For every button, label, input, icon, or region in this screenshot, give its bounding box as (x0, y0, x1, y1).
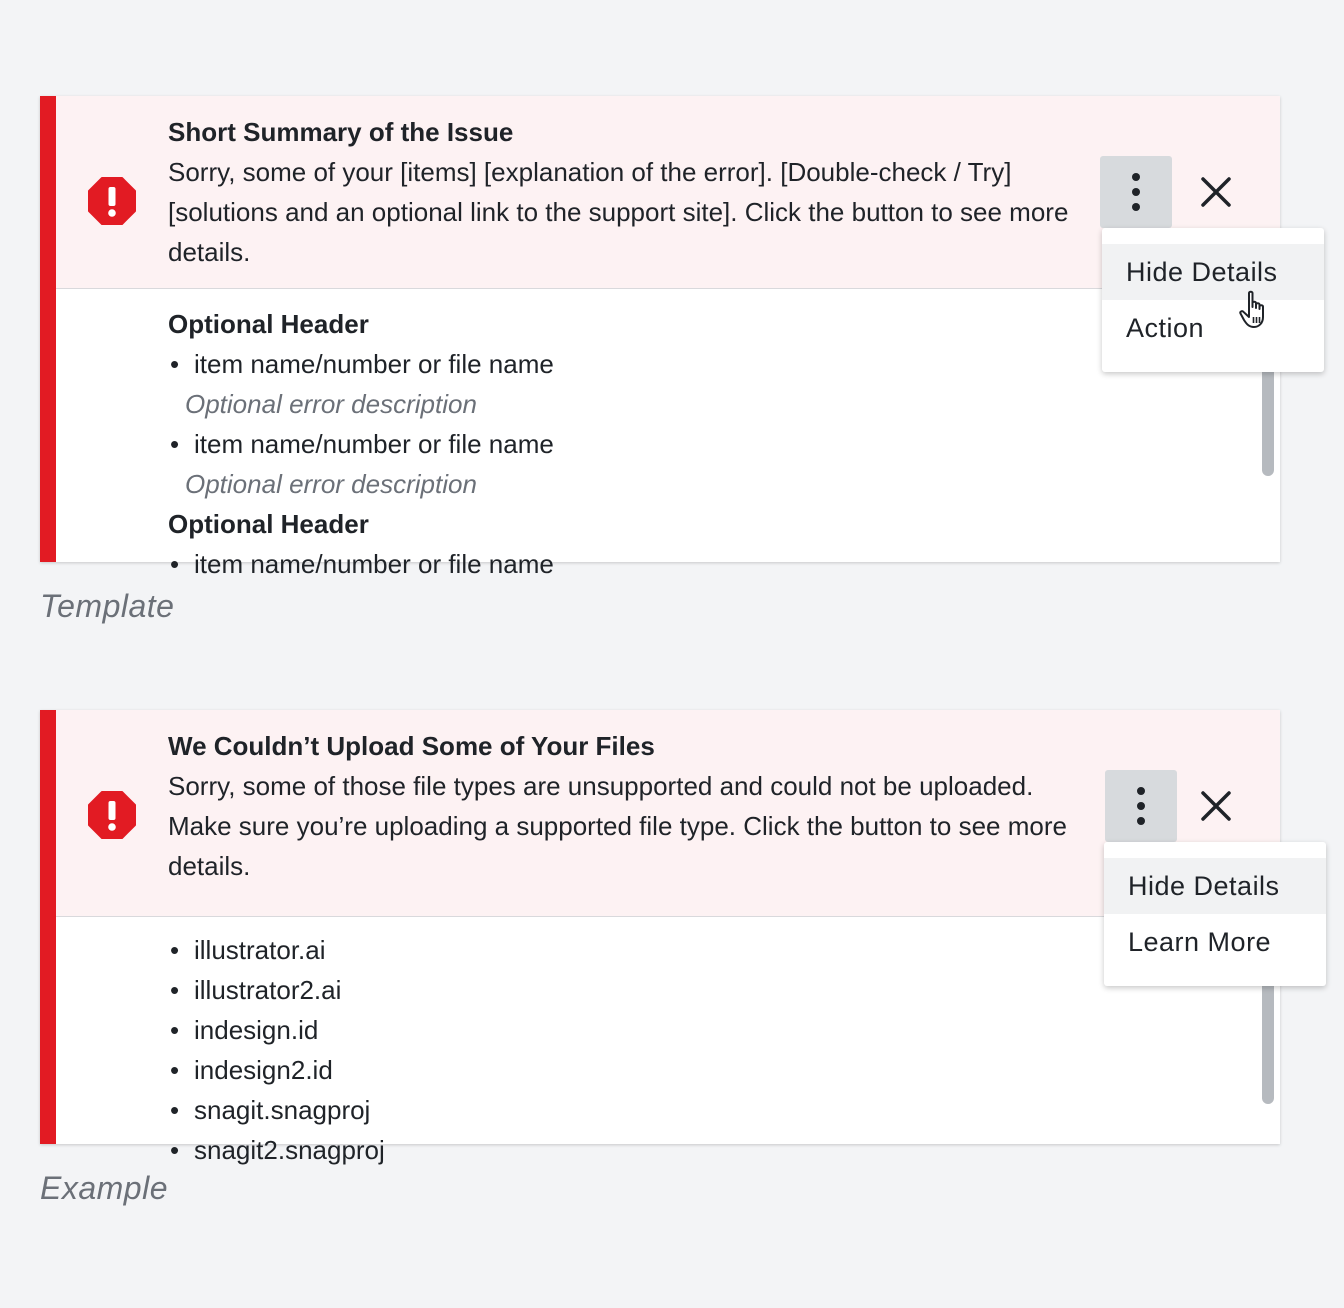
list-item: • item name/number or file name (168, 544, 554, 584)
list-item: • snagit.snagproj (168, 1090, 385, 1130)
hand-pointer-icon (1238, 290, 1274, 330)
optional-header: Optional Header (168, 509, 369, 539)
more-vertical-icon (1135, 786, 1147, 826)
banner-text (168, 726, 1078, 886)
more-options-button[interactable] (1105, 770, 1177, 842)
close-button[interactable] (1196, 786, 1236, 826)
list-item: • item name/number or file name (168, 424, 554, 464)
more-options-button[interactable] (1100, 156, 1172, 228)
banner-title: Short Summary of the Issue (168, 117, 514, 147)
banner-details (56, 290, 1256, 579)
menu-item-hide-details[interactable]: Hide Details (1102, 244, 1324, 300)
error-banner-template (40, 96, 1280, 579)
close-icon (1201, 177, 1231, 207)
banner-title: We Couldn’t Upload Some of Your Files (168, 731, 655, 761)
banner-header (56, 96, 1280, 289)
list-item: • illustrator.ai (168, 930, 385, 970)
error-banner-example (40, 710, 1280, 1165)
error-octagon-icon (87, 176, 137, 226)
optional-header: Optional Header (168, 309, 369, 339)
error-description: Optional error description (185, 469, 477, 499)
menu-item-learn-more[interactable]: Learn More (1128, 927, 1272, 957)
banner-message: Sorry, some of your [items] [explanation of the error]. [Double-check / Try] [solutions and an optional link to the support site]. Click the button to see more details. (168, 157, 1069, 267)
error-description: Optional error description (185, 389, 477, 419)
caption-example: Example (40, 1170, 168, 1206)
details-list (168, 304, 554, 584)
close-button[interactable] (1196, 172, 1236, 212)
banner-details (56, 918, 1256, 1165)
caption-template: Template (40, 588, 175, 624)
error-octagon-icon (87, 790, 137, 840)
close-icon (1201, 791, 1231, 821)
list-item: • item name/number or file name (168, 344, 554, 384)
options-menu (1102, 228, 1324, 372)
list-item: • snagit2.snagproj (168, 1130, 385, 1170)
banner-message: Sorry, some of those file types are unsupported and could not be uploaded. Make sure you’re uploading a supported file type. Click the button to see more details. (168, 771, 1067, 881)
options-menu (1104, 842, 1326, 986)
list-item: • indesign2.id (168, 1050, 385, 1090)
banner-header (56, 710, 1280, 917)
menu-item-hide-details[interactable]: Hide Details (1104, 858, 1326, 914)
banner-text (168, 112, 1078, 272)
file-list (168, 930, 385, 1170)
more-vertical-icon (1130, 172, 1142, 212)
list-item: • illustrator2.ai (168, 970, 385, 1010)
menu-item-action[interactable]: Action (1126, 313, 1205, 343)
list-item: • indesign.id (168, 1010, 385, 1050)
